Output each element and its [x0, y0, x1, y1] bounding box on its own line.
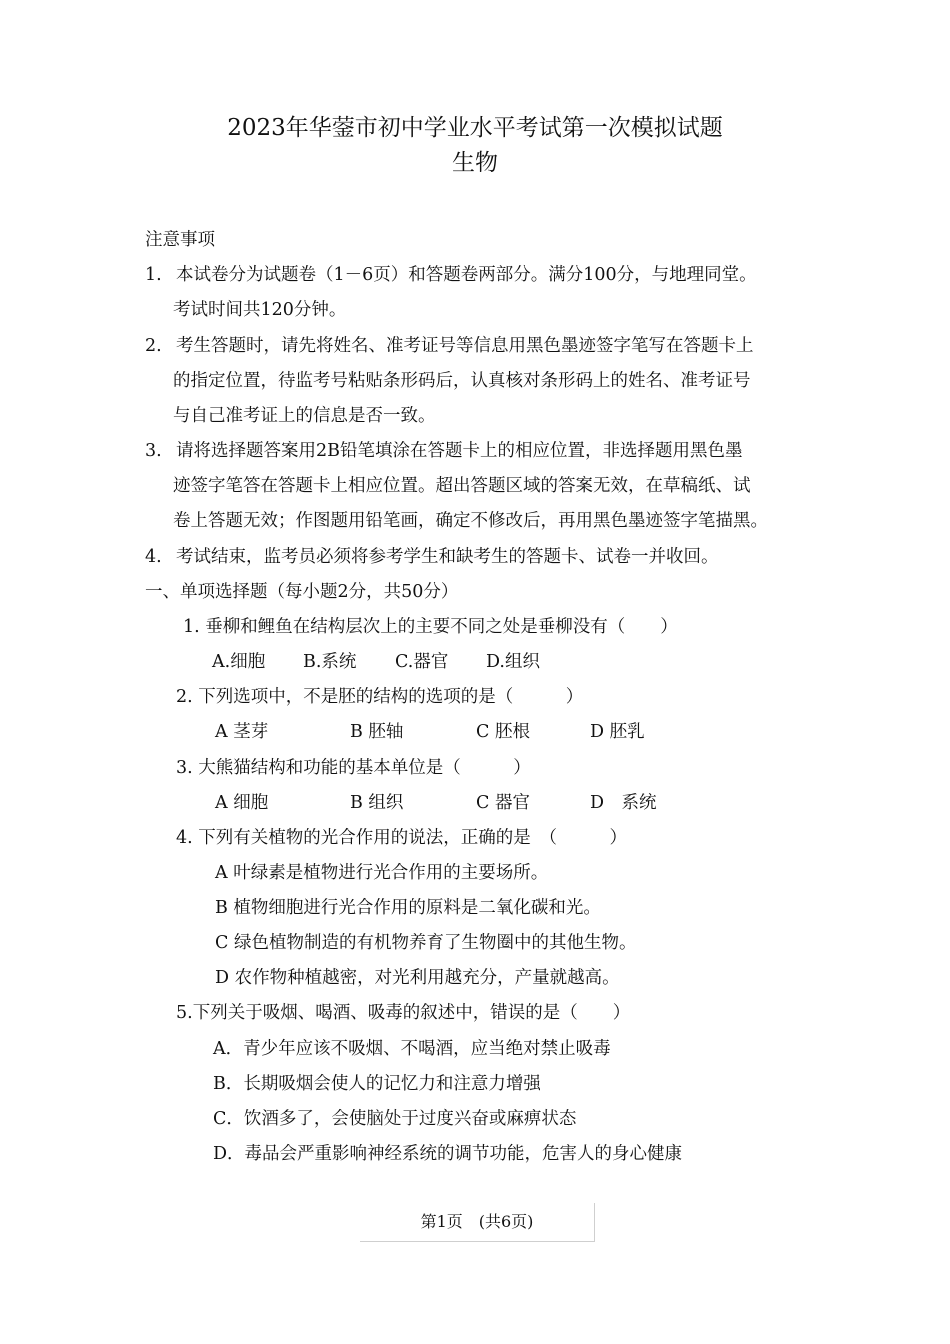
question-3-stem: 3. 大熊猫结构和功能的基本单位是（ ） [176, 758, 531, 778]
question-3-option-b: B 组织 [350, 793, 404, 813]
page-number: 第1页 (共6页) [420, 1212, 534, 1231]
question-2-option-d: D 胚乳 [590, 722, 645, 742]
notice-heading: 注意事项 [145, 230, 215, 250]
question-1-option-b: B.系统 [303, 652, 357, 672]
notice-item-1-number: 1. [145, 265, 162, 285]
notice-item-3-line-3: 卷上答题无效；作图题用铅笔画，确定不修改后，再用黑色墨迹签字笔描黑。 [173, 511, 768, 531]
question-2-stem: 2. 下列选项中，不是胚的结构的选项的是（ ） [176, 687, 584, 707]
question-1-option-c: C.器官 [395, 652, 449, 672]
notice-item-1-line-2: 考试时间共120分钟。 [173, 300, 347, 320]
question-4-option-d: D 农作物种植越密，对光利用越充分，产量就越高。 [215, 968, 620, 988]
question-5-option-a: A．青少年应该不吸烟、不喝酒，应当绝对禁止吸毒 [213, 1039, 611, 1059]
notice-item-3-number: 3. [145, 441, 162, 461]
question-5-option-d: D．毒品会严重影响神经系统的调节功能，危害人的身心健康 [213, 1144, 683, 1164]
notice-item-2-number: 2. [145, 336, 162, 356]
question-3-option-a: A 细胞 [215, 793, 269, 813]
notice-item-2-line-1: 考生答题时，请先将姓名、准考证号等信息用黑色墨迹签字笔写在答题卡上 [176, 336, 754, 356]
question-3-option-d: D 系统 [590, 793, 657, 813]
notice-item-4-line-1: 考试结束，监考员必须将参考学生和缺考生的答题卡、试卷一并收回。 [176, 547, 719, 567]
section-heading: 一、单项选择题（每小题2分，共50分） [145, 582, 459, 602]
question-2-option-a: A 茎芽 [215, 722, 269, 742]
notice-item-3-line-1: 请将选择题答案用2B铅笔填涂在答题卡上的相应位置，非选择题用黑色墨 [176, 441, 743, 461]
notice-item-2-line-2: 的指定位置，待监考号粘贴条形码后，认真核对条形码上的姓名、准考证号 [173, 371, 751, 391]
question-2-option-b: B 胚轴 [350, 722, 404, 742]
subject-title: 生物 [452, 150, 498, 176]
question-4-stem: 4. 下列有关植物的光合作用的说法，正确的是 （ ） [176, 828, 628, 848]
question-4-option-c: C 绿色植物制造的有机物养育了生物圈中的其他生物。 [215, 933, 637, 953]
notice-item-4-number: 4. [145, 547, 162, 567]
exam-title: 2023年华蓥市初中学业水平考试第一次模拟试题 [227, 115, 723, 141]
question-5-option-c: C．饮酒多了，会使脑处于过度兴奋或麻痹状态 [213, 1109, 577, 1129]
question-4-option-a: A 叶绿素是植物进行光合作用的主要场所。 [215, 863, 549, 883]
notice-item-2-line-3: 与自己准考证上的信息是否一致。 [173, 406, 436, 426]
question-4-option-b: B 植物细胞进行光合作用的原料是二氧化碳和光。 [215, 898, 601, 918]
question-1-stem: 1. 垂柳和鲤鱼在结构层次上的主要不同之处是垂柳没有（ ） [183, 617, 678, 637]
question-5-option-b: B．长期吸烟会使人的记忆力和注意力增强 [213, 1074, 541, 1094]
notice-item-3-line-2: 迹签字笔答在答题卡上相应位置。超出答题区域的答案无效，在草稿纸、试 [173, 476, 751, 496]
question-5-stem: 5.下列关于吸烟、喝酒、吸毒的叙述中，错误的是（ ） [176, 1003, 631, 1023]
notice-item-1-line-1: 本试卷分为试题卷（1－6页）和答题卷两部分。满分100分，与地理同堂。 [176, 265, 757, 285]
question-2-option-c: C 胚根 [476, 722, 530, 742]
question-1-option-d: D.组织 [486, 652, 540, 672]
question-1-option-a: A.细胞 [212, 652, 266, 672]
question-3-option-c: C 器官 [476, 793, 530, 813]
